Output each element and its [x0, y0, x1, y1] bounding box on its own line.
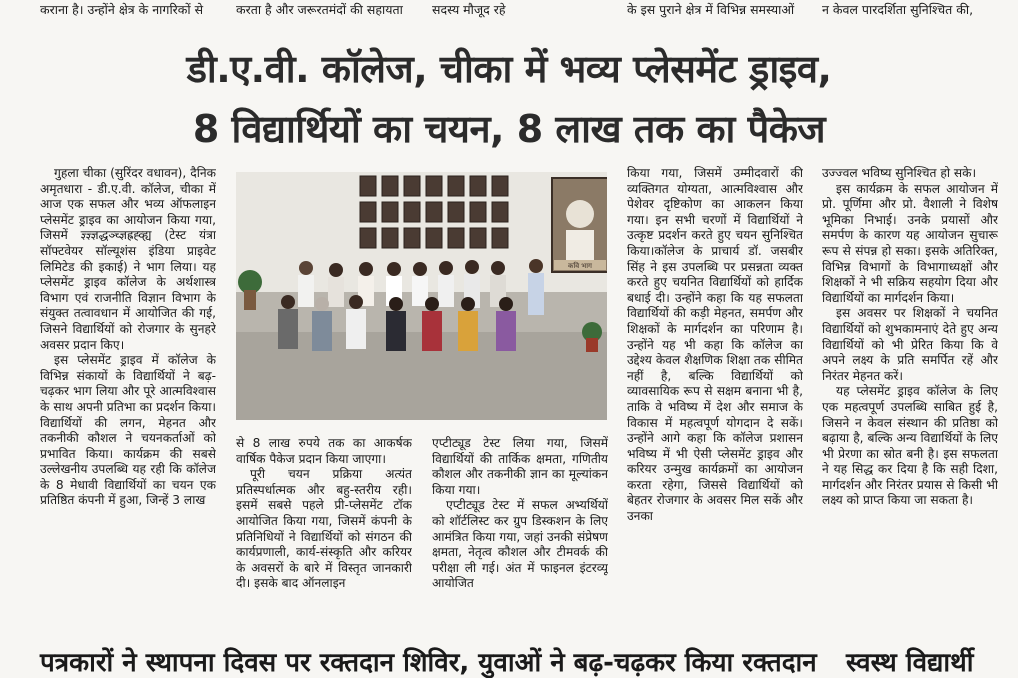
top-fragment-2: करता है और जरूरतमंदों की सहायता [236, 2, 403, 17]
paragraph: इस प्लेसमेंट ड्राइव में कॉलेज के विभिन्न संकायों के विद्यार्थियों ने बढ़-चढ़कर भाग लिया और पूरे आत्मविश्वास के साथ अपनी प्रतिभा का प्रदर्शन किया। विद्यार्थियों की लगन, मेहनत और तकनीकी कौशल ने चयनकर्ताओं को प्रभावित किया। कार्यक्रम की सबसे उल्लेखनीय उपलब्धि यह रही कि कॉलेज के 8 मेधावी विद्यार्थियों का चयन एक प्रतिष्ठित कंपनी में हुआ, जिन्हें 3 लाख [40, 353, 216, 508]
top-fragment-3: सदस्य मौजूद रहे [432, 2, 506, 17]
article-column-3 [432, 436, 608, 636]
headline-line-1: डी.ए.वी. कॉलेज, चीका में भव्य प्लेसमेंट ड्राइव, [186, 47, 832, 91]
article-column-5 [822, 166, 998, 636]
paragraph: यह प्लेसमेंट ड्राइव कॉलेज के लिए एक महत्वपूर्ण उपलब्धि साबित हुई है, जिसने न केवल संस्थान की प्रतिष्ठा को बढ़ाया है, बल्कि अन्य विद्यार्थियों के लिए भी प्रेरणा का स्रोत बनी है। इस सफलता ने यह सिद्ध कर दिया है कि सही दिशा, मार्गदर्शन और निरंतर प्रयास से किसी भी लक्ष्य को प्राप्त किया जा सकता है। [822, 384, 998, 508]
portrait-banner: कवि भाग [568, 262, 592, 270]
paragraph: एप्टीट्यूड टेस्ट में सफल अभ्यर्थियों को शॉर्टलिस्ट कर ग्रुप डिस्कशन के लिए आमंत्रित किया गया, जहां उनकी संप्रेषण क्षमता, नेतृत्व कौशल और टीमवर्क की परीक्षा ली गई। अंत में फाइनल इंटरव्यू आयोजित [432, 498, 608, 591]
paragraph: से 8 लाख रुपये तक का आकर्षक वार्षिक पैकेज प्रदान किया जाएगा। [236, 436, 412, 466]
news-photo [236, 172, 607, 420]
paragraph: इस कार्यक्रम के सफल आयोजन में प्रो. पूर्णिमा और प्रो. वैशाली ने विशेष भूमिका निभाई। उनके प्रयासों और समर्पण के कारण यह आयोजन सुचारू रूप से संपन्न हो सका। इसके अतिरिक्त, विभिन्न विभागों के विभागाध्यक्षों और शिक्षकों ने भी सक्रिय सहयोग दिया और विद्यार्थियों का मार्गदर्शन किया। [822, 181, 998, 305]
group-photo-illustration [236, 172, 607, 420]
headline-line-2: 8 विद्यार्थियों का चयन, 8 लाख तक का पैकेज [192, 107, 826, 151]
paragraph: उज्ज्वल भविष्य सुनिश्चित हो सके। [822, 166, 977, 180]
paragraph: इस अवसर पर शिक्षकों ने चयनित विद्यार्थियों को शुभकामनाएं देते हुए अन्य विद्यार्थियों को भी प्रेरित किया कि वे अपने लक्ष्य के प्रति समर्पित रहें और निरंतर मेहनत करें। [822, 306, 998, 383]
top-fragment-1: कराना है। उन्होंने क्षेत्र के नागरिकों से [40, 2, 204, 17]
top-fragment-4: के इस पुराने क्षेत्र में विभिन्न समस्याओं [627, 2, 795, 17]
top-fragment-5: न केवल पारदर्शिता सुनिश्चित की, [822, 2, 974, 17]
bottom-headline-2: स्वस्थ विद्यार्थी [846, 648, 974, 678]
paragraph: एप्टीट्यूड टेस्ट लिया गया, जिसमें विद्यार्थियों की तार्किक क्षमता, गणितीय कौशल और तकनीकी ज्ञान का मूल्यांकन किया गया। [432, 436, 608, 497]
bottom-headline-1: पत्रकारों ने स्थापना दिवस पर रक्तदान शिविर, युवाओं ने बढ़-चढ़कर किया रक्तदान [40, 648, 817, 678]
article-column-2 [236, 436, 412, 636]
paragraph: पूरी चयन प्रक्रिया अत्यंत प्रतिस्पर्धात्मक और बहु-स्तरीय रही। इसमें सबसे पहले प्री-प्लेसमेंट टॉक आयोजित किया गया, जिसमें कंपनी के प्रतिनिधियों ने विद्यार्थियों को संगठन की कार्यप्रणाली, कार्य-संस्कृति और करियर के अवसरों के बारे में विस्तृत जानकारी दी। इसके बाद ऑनलाइन [236, 467, 412, 591]
paragraph: किया गया, जिसमें उम्मीदवारों की व्यक्तिगत योग्यता, आत्मविश्वास और पेशेवर दृष्टिकोण का आकलन किया गया। इन सभी चरणों में विद्यार्थियों ने उत्कृष्ट प्रदर्शन करते हुए चयन सुनिश्चित किया।कॉलेज के प्राचार्य डॉ. जसबीर सिंह ने इस उपलब्धि पर प्रसन्नता व्यक्त करते हुए चयनित विद्यार्थियों को हार्दिक बधाई दी। उन्होंने कहा कि यह सफलता विद्यार्थियों की कड़ी मेहनत, समर्पण और शिक्षकों के मार्गदर्शन का परिणाम है। उन्होंने यह भी कहा कि कॉलेज का उद्देश्य केवल शैक्षणिक शिक्षा तक सीमित नहीं है, बल्कि विद्यार्थियों को व्यावसायिक रूप से सक्षम बनाना भी है, ताकि वे भविष्य में देश और समाज के विकास में महत्वपूर्ण योगदान दे सकें।उन्होंने आगे कहा कि कॉलेज प्रशासन भविष्य में भी ऐसी प्लेसमेंट ड्राइव और करियर उन्मुख कार्यक्रमों का आयोजन करता रहेगा, जिससे विद्यार्थियों को बेहतर रोजगार के अवसर मिल सकें और उनका [627, 166, 803, 524]
paragraph: गुहला चीका (सुरिंदर वधावन), दैनिक अमृतधारा - डी.ए.वी. कॉलेज, चीका में आज एक सफल और भव्य ऑफलाइन प्लेसमेंट ड्राइव का आयोजन किया गया, जिसमें ज्ञ्ज्ञ्ज्ञद्धञ्च्ज्ञह्रह्व्ह्य (टेस्ट यंत्रा सॉफ्टवेयर सॉल्यूशंस इंडिया प्राइवेट लिमिटेड की इकाई) ने भाग लिया। यह प्लेसमेंट ड्राइव कॉलेज के अर्थशास्त्र विभाग एवं राजनीति विज्ञान विभाग के संयुक्त तत्वावधान में आयोजित की गई, जिसने विद्यार्थियों को रोजगार के सुनहरे अवसर प्रदान किए। [40, 166, 216, 352]
article-column-1 [40, 166, 216, 636]
article-column-4 [627, 166, 803, 636]
